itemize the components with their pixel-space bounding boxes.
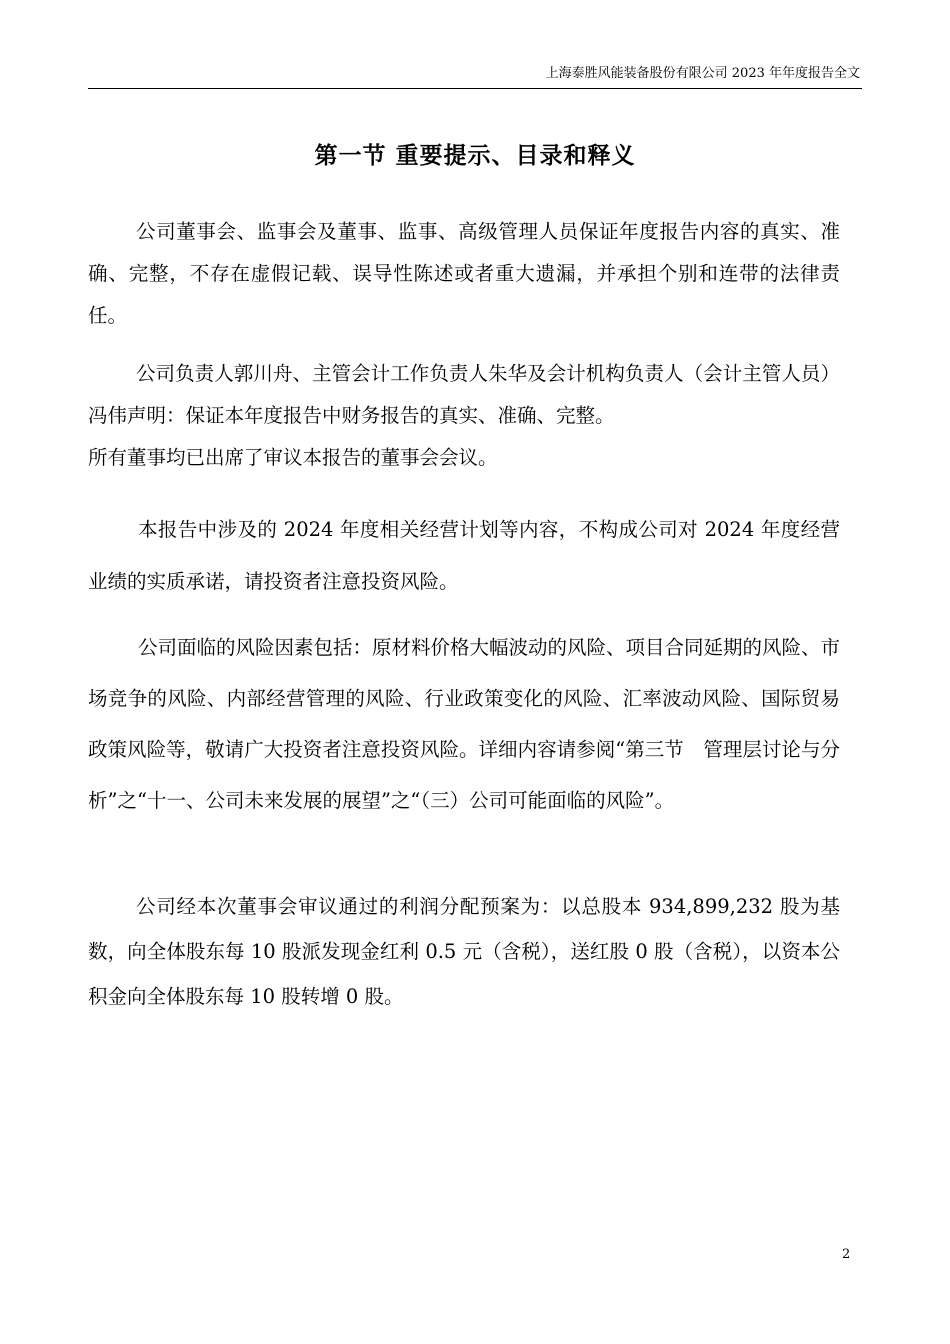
paragraph-risk-factors: 公司面临的风险因素包括：原材料价格大幅波动的风险、项目合同延期的风险、市场竞争的风险、内部经营管理的风险、行业政策变化的风险、汇率波动风险、国际贸易政策风险等，敬请广大投资者注意投资风险。详细内容请参阅“第三节 管理层讨论与分析”之“十一、公司未来发展的展望”之“（三）公司可能面临的风险”。 [88, 636, 841, 812]
page-header [88, 62, 862, 89]
paragraph-forward-looking-disclaimer: 本报告中涉及的 2024 年度相关经营计划等内容，不构成公司对 2024 年度经营业绩的实质承诺，请投资者注意投资风险。 [88, 518, 840, 593]
paragraph-responsibility-statement: 公司董事会、监事会及董事、监事、高级管理人员保证年度报告内容的真实、准确、完整，不存在虚假记载、误导性陈述或者重大遗漏，并承担个别和连带的法律责任。 [88, 220, 840, 327]
paragraph-board-attendance: 所有董事均已出席了审议本报告的董事会会议。 [88, 446, 498, 469]
header-title: 上海泰胜风能装备股份有限公司 2023 年年度报告全文 [545, 66, 860, 81]
page-number: 2 [842, 1247, 851, 1262]
section-title: 第一节 重要提示、目录和释义 [314, 143, 636, 169]
paragraph-profit-distribution: 公司经本次董事会审议通过的利润分配预案为：以总股本 934,899,232 股为基数，向全体股东每 10 股派发现金红利 0.5 元（含税），送红股 0 股（含税），以资本公积金向全体股东每 10 股转增 0 股。 [88, 895, 840, 1008]
paragraph-financial-declaration: 公司负责人郭川舟、主管会计工作负责人朱华及会计机构负责人（会计主管人员）冯伟声明：保证本年度报告中财务报告的真实、准确、完整。 [88, 362, 840, 427]
